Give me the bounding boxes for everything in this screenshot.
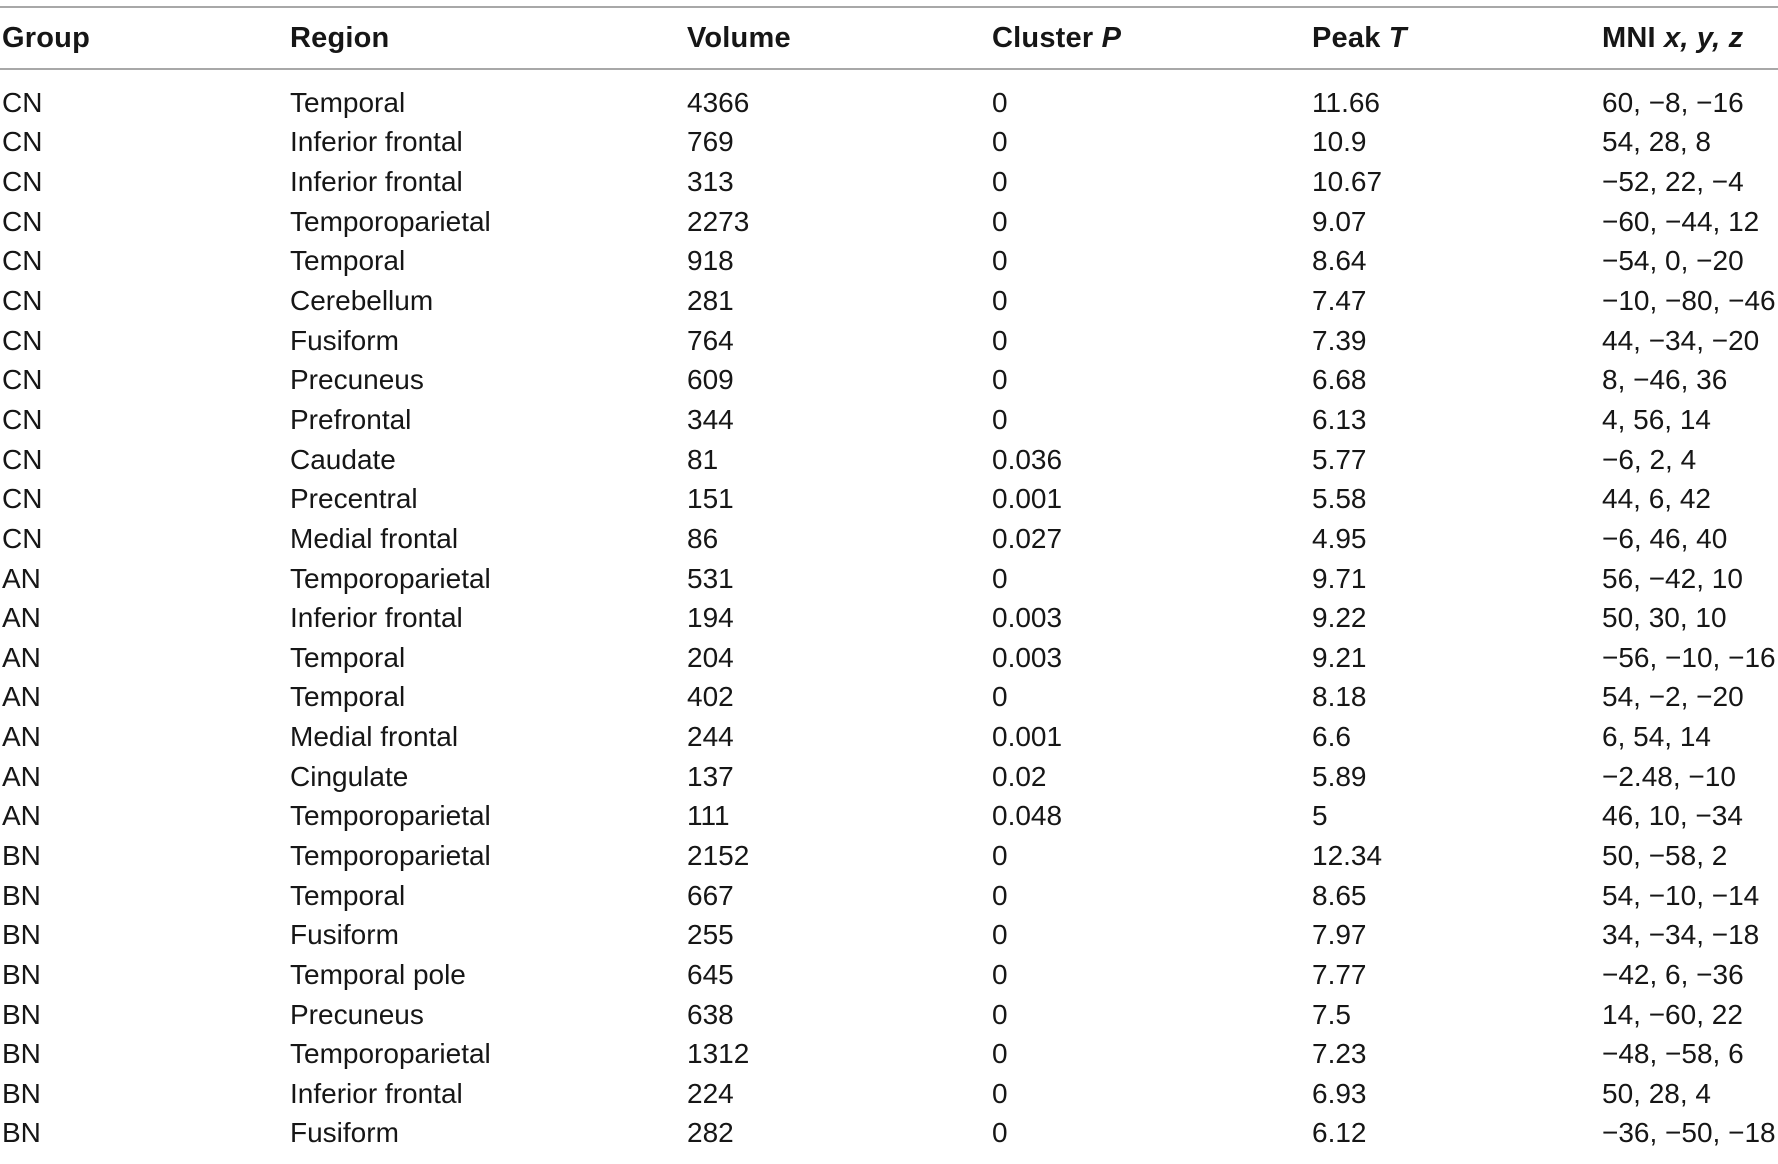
table-row [0,797,1778,837]
cell-mni: −60, −44, 12 [1602,205,1760,237]
cell-volume: 638 [687,998,734,1030]
table-row [0,836,1778,876]
cell-group: CN [2,324,43,356]
cell-group: CN [2,285,43,317]
cell-region: Temporoparietal [290,562,491,594]
column-header-group: Group [2,21,90,54]
table-header-row [0,6,1778,70]
table-row [0,1114,1778,1154]
cell-peak-t: 9.07 [1312,205,1367,237]
cell-volume: 244 [687,721,734,753]
cell-volume: 282 [687,1117,734,1149]
cell-group: BN [2,1038,41,1070]
cell-group: BN [2,839,41,871]
cell-mni: 54, 28, 8 [1602,126,1711,158]
cell-group: AN [2,562,41,594]
cell-mni: 44, 6, 42 [1602,483,1711,515]
cell-mni: 54, −2, −20 [1602,681,1744,713]
table-row [0,400,1778,440]
cell-peak-t: 7.47 [1312,285,1367,317]
table-row [0,123,1778,163]
cell-group: BN [2,1117,41,1149]
cell-volume: 204 [687,641,734,673]
cell-region: Temporoparietal [290,839,491,871]
cell-volume: 194 [687,602,734,634]
cell-mni: 54, −10, −14 [1602,879,1760,911]
column-header-mni-xyz: MNI x, y, z [1602,21,1744,54]
table-row [0,1074,1778,1114]
cell-peak-t: 9.21 [1312,641,1367,673]
cell-group: CN [2,126,43,158]
cell-cluster-p: 0 [992,839,1008,871]
cell-cluster-p: 0 [992,205,1008,237]
cell-volume: 2273 [687,205,750,237]
cell-cluster-p: 0 [992,403,1008,435]
table-row [0,876,1778,916]
table-row [0,440,1778,480]
cell-volume: 137 [687,760,734,792]
cell-group: BN [2,879,41,911]
cell-group: CN [2,443,43,475]
cell-peak-t: 7.23 [1312,1038,1367,1070]
cell-region: Inferior frontal [290,602,463,634]
cell-peak-t: 9.22 [1312,602,1367,634]
column-header-peak-t: Peak T [1312,21,1407,54]
cell-peak-t: 6.93 [1312,1077,1367,1109]
cell-peak-t: 6.6 [1312,721,1351,753]
cell-cluster-p: 0 [992,285,1008,317]
cell-region: Precuneus [290,998,424,1030]
cell-group: CN [2,364,43,396]
cell-region: Cingulate [290,760,409,792]
cell-region: Temporal [290,245,406,277]
cell-volume: 151 [687,483,734,515]
cell-mni: 6, 54, 14 [1602,721,1711,753]
cell-mni: −6, 2, 4 [1602,443,1697,475]
cell-region: Medial frontal [290,522,459,554]
cell-mni: 56, −42, 10 [1602,562,1743,594]
table-row [0,678,1778,718]
cell-region: Prefrontal [290,403,412,435]
table-row [0,638,1778,678]
cell-group: AN [2,721,41,753]
column-header-region: Region [290,21,390,54]
cell-peak-t: 7.77 [1312,958,1367,990]
column-header-volume: Volume [687,21,791,54]
cell-group: BN [2,919,41,951]
cell-volume: 111 [687,800,730,832]
cell-group: CN [2,483,43,515]
table-row [0,519,1778,559]
cell-region: Fusiform [290,1117,399,1149]
cell-volume: 313 [687,166,734,198]
cell-region: Precuneus [290,364,424,396]
table-row [0,242,1778,282]
cell-cluster-p: 0 [992,364,1008,396]
cell-region: Cerebellum [290,285,434,317]
cell-region: Temporal [290,681,406,713]
cell-cluster-p: 0.02 [992,760,1047,792]
cell-group: CN [2,245,43,277]
cell-mni: 50, 28, 4 [1602,1077,1711,1109]
cell-group: CN [2,86,43,118]
table-row [0,360,1778,400]
cell-mni: −10, −80, −46 [1602,285,1776,317]
cell-region: Inferior frontal [290,1077,463,1109]
cell-volume: 281 [687,285,734,317]
cell-mni: 50, −58, 2 [1602,839,1728,871]
cell-volume: 402 [687,681,734,713]
cell-volume: 4366 [687,86,750,118]
table-row [0,479,1778,519]
cell-volume: 918 [687,245,734,277]
table-row [0,83,1778,123]
cell-region: Temporoparietal [290,800,491,832]
cell-peak-t: 6.68 [1312,364,1367,396]
cell-peak-t: 6.13 [1312,403,1367,435]
cell-region: Temporal [290,641,406,673]
cell-group: CN [2,166,43,198]
cell-group: CN [2,522,43,554]
cell-region: Temporal [290,86,406,118]
cell-cluster-p: 0 [992,86,1008,118]
cell-peak-t: 7.5 [1312,998,1351,1030]
cell-cluster-p: 0.001 [992,721,1063,753]
table-row [0,281,1778,321]
cell-mni: −48, −58, 6 [1602,1038,1744,1070]
cell-region: Precentral [290,483,418,515]
cell-peak-t: 5.77 [1312,443,1367,475]
cell-mni: 60, −8, −16 [1602,86,1744,118]
cell-volume: 769 [687,126,734,158]
cell-group: AN [2,641,41,673]
cell-cluster-p: 0 [992,1077,1008,1109]
cell-group: BN [2,998,41,1030]
cell-volume: 81 [687,443,719,475]
cell-peak-t: 10.67 [1312,166,1383,198]
table-row [0,717,1778,757]
cell-mni: 8, −46, 36 [1602,364,1728,396]
cell-peak-t: 8.64 [1312,245,1367,277]
cell-cluster-p: 0 [992,958,1008,990]
cell-cluster-p: 0 [992,245,1008,277]
table-row [0,321,1778,361]
cell-group: AN [2,602,41,634]
cell-mni: 14, −60, 22 [1602,998,1743,1030]
table-row [0,162,1778,202]
cell-peak-t: 9.71 [1312,562,1367,594]
cell-cluster-p: 0 [992,1038,1008,1070]
cell-mni: 50, 30, 10 [1602,602,1727,634]
cell-volume: 1312 [687,1038,750,1070]
cell-mni: −2.48, −10 [1602,760,1736,792]
table-row [0,1034,1778,1074]
cell-cluster-p: 0 [992,1117,1008,1149]
cell-volume: 667 [687,879,734,911]
cell-region: Fusiform [290,324,399,356]
cell-group: CN [2,403,43,435]
cell-peak-t: 8.65 [1312,879,1367,911]
cell-volume: 609 [687,364,734,396]
cell-group: BN [2,958,41,990]
cell-cluster-p: 0 [992,126,1008,158]
cell-group: AN [2,800,41,832]
cell-mni: 46, 10, −34 [1602,800,1743,832]
cell-volume: 2152 [687,839,750,871]
cell-peak-t: 5 [1312,800,1328,832]
cell-volume: 255 [687,919,734,951]
table-body [0,70,1778,1153]
cell-region: Inferior frontal [290,126,463,158]
cell-group: AN [2,681,41,713]
cell-peak-t: 6.12 [1312,1117,1367,1149]
cell-mni: 34, −34, −18 [1602,919,1760,951]
cell-peak-t: 12.34 [1312,839,1383,871]
cell-peak-t: 10.9 [1312,126,1367,158]
cell-cluster-p: 0 [992,998,1008,1030]
cell-group: BN [2,1077,41,1109]
cell-mni: 44, −34, −20 [1602,324,1760,356]
cell-cluster-p: 0 [992,562,1008,594]
cell-volume: 645 [687,958,734,990]
cell-cluster-p: 0.003 [992,641,1063,673]
table-row [0,598,1778,638]
cell-peak-t: 7.97 [1312,919,1367,951]
table-row [0,995,1778,1035]
cell-region: Temporal [290,879,406,911]
cell-peak-t: 5.58 [1312,483,1367,515]
table-row [0,955,1778,995]
table-row [0,202,1778,242]
cell-peak-t: 11.66 [1312,86,1380,118]
cell-region: Fusiform [290,919,399,951]
cell-cluster-p: 0 [992,324,1008,356]
cell-peak-t: 4.95 [1312,522,1367,554]
cell-region: Temporal pole [290,958,466,990]
column-header-cluster-p: Cluster P [992,21,1122,54]
cell-mni: −42, 6, −36 [1602,958,1744,990]
cell-group: AN [2,760,41,792]
cell-mni: −52, 22, −4 [1602,166,1744,198]
cell-mni: −54, 0, −20 [1602,245,1744,277]
cell-cluster-p: 0.001 [992,483,1063,515]
cell-region: Temporoparietal [290,1038,491,1070]
cell-group: CN [2,205,43,237]
cell-mni: 4, 56, 14 [1602,403,1711,435]
cell-volume: 344 [687,403,734,435]
table-row [0,915,1778,955]
cell-cluster-p: 0.048 [992,800,1063,832]
cell-volume: 531 [687,562,734,594]
cell-volume: 86 [687,522,719,554]
table-row [0,757,1778,797]
cell-mni: −56, −10, −16 [1602,641,1776,673]
cell-cluster-p: 0 [992,166,1008,198]
cell-mni: −36, −50, −18 [1602,1117,1776,1149]
cell-volume: 224 [687,1077,734,1109]
cell-peak-t: 5.89 [1312,760,1367,792]
cell-cluster-p: 0.027 [992,522,1063,554]
cell-region: Temporoparietal [290,205,491,237]
table-row [0,559,1778,599]
cell-mni: −6, 46, 40 [1602,522,1728,554]
cell-peak-t: 7.39 [1312,324,1367,356]
cell-cluster-p: 0 [992,919,1008,951]
cell-cluster-p: 0.036 [992,443,1063,475]
cell-cluster-p: 0 [992,879,1008,911]
cell-region: Inferior frontal [290,166,463,198]
cell-volume: 764 [687,324,734,356]
cell-region: Medial frontal [290,721,459,753]
cell-peak-t: 8.18 [1312,681,1367,713]
cell-region: Caudate [290,443,396,475]
cell-cluster-p: 0 [992,681,1008,713]
cell-cluster-p: 0.003 [992,602,1063,634]
